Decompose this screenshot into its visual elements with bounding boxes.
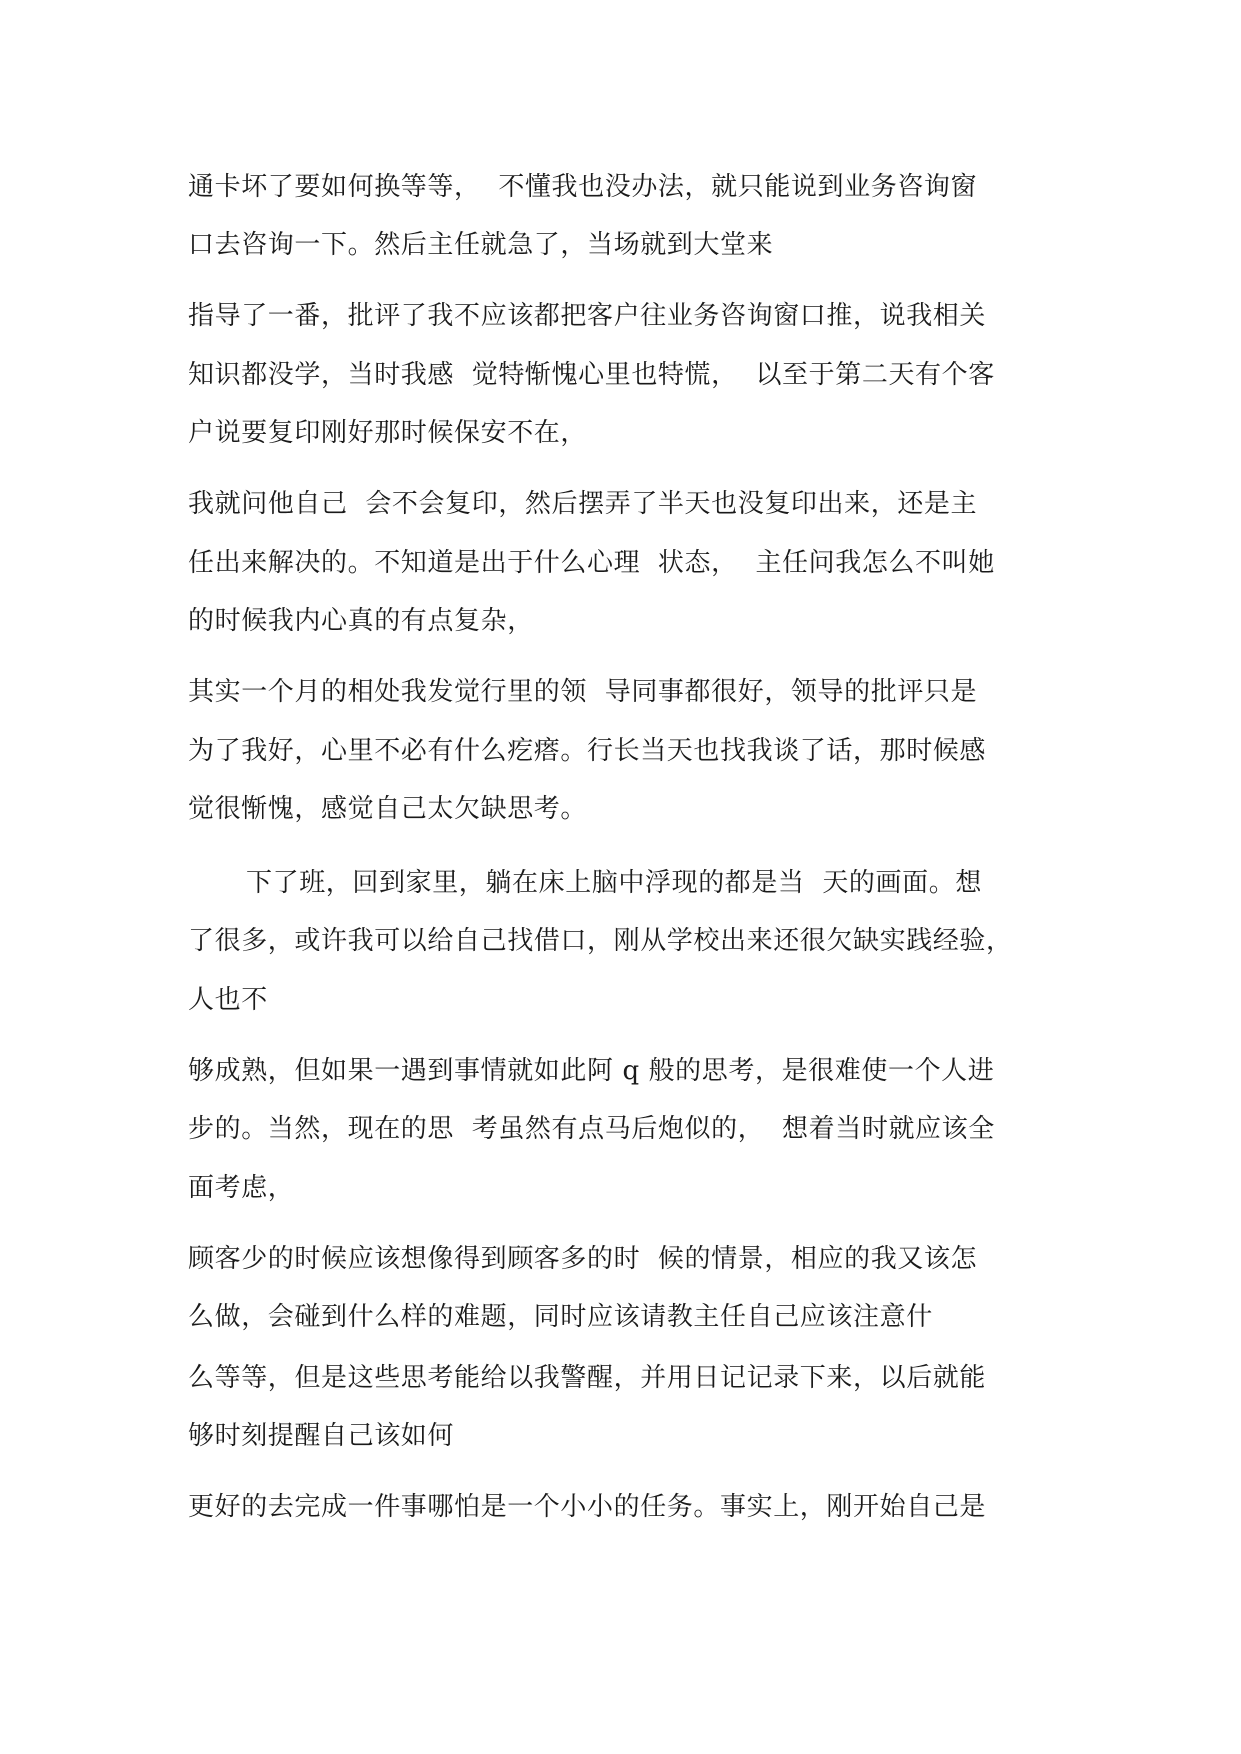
text-line: 为了我好，心里不必有什么疙瘩。行长当天也找我谈了话，那时候感 (188, 736, 987, 766)
text-line: 更好的去完成一件事哪怕是一个小小的任务。事实上，刚开始自己是 (188, 1492, 987, 1522)
text-line: 知识都没学，当时我感 觉特惭愧心里也特慌， 以至于第二天有个客 (188, 360, 995, 390)
text-line: 指导了一番，批评了我不应该都把客户往业务咨询窗口推，说我相关 (188, 301, 987, 331)
text-line: 觉很惭愧，感觉自己太欠缺思考。 (188, 794, 588, 824)
text-line: 顾客少的时候应该想像得到顾客多的时 候的情景，相应的我又该怎 (188, 1244, 978, 1274)
text-line: 步的。当然，现在的思 考虽然有点马后炮似的， 想着当时就应该全 (188, 1114, 995, 1144)
text-line: 我就问他自己 会不会复印，然后摆弄了半天也没复印出来，还是主 (188, 489, 978, 519)
text-line: 下了班，回到家里，躺在床上脑中浮现的都是当 天的画面。想 (246, 868, 982, 898)
text-line: 么等等，但是这些思考能给以我警醒，并用日记记录下来，以后就能 (188, 1363, 987, 1393)
text-line: 面考虑， (188, 1173, 295, 1203)
text-line: 够成熟，但如果一遇到事情就如此阿 q 般的思考，是很难使一个人进 (188, 1056, 995, 1086)
text-line: 户说要复印刚好那时候保安不在， (188, 418, 588, 448)
text-line: 了很多，或许我可以给自己找借口，刚从学校出来还很欠缺实践经验， (188, 926, 1013, 956)
text-line: 其实一个月的相处我发觉行里的领 导同事都很好，领导的批评只是 (188, 677, 978, 707)
text-line: 任出来解决的。不知道是出于什么心理 状态， 主任问我怎么不叫她 (188, 548, 995, 578)
text-line: 通卡坏了要如何换等等， 不懂我也没办法，就只能说到业务咨询窗 (188, 172, 978, 202)
text-line: 够时刻提醒自己该如何 (188, 1421, 455, 1451)
text-line: 人也不 (188, 985, 268, 1015)
text-line: 的时候我内心真的有点复杂， (188, 606, 534, 636)
text-line: 口去咨询一下。然后主任就急了，当场就到大堂来 (188, 230, 774, 260)
text-line: 么做，会碰到什么样的难题，同时应该请教主任自己应该注意什 (188, 1302, 933, 1332)
